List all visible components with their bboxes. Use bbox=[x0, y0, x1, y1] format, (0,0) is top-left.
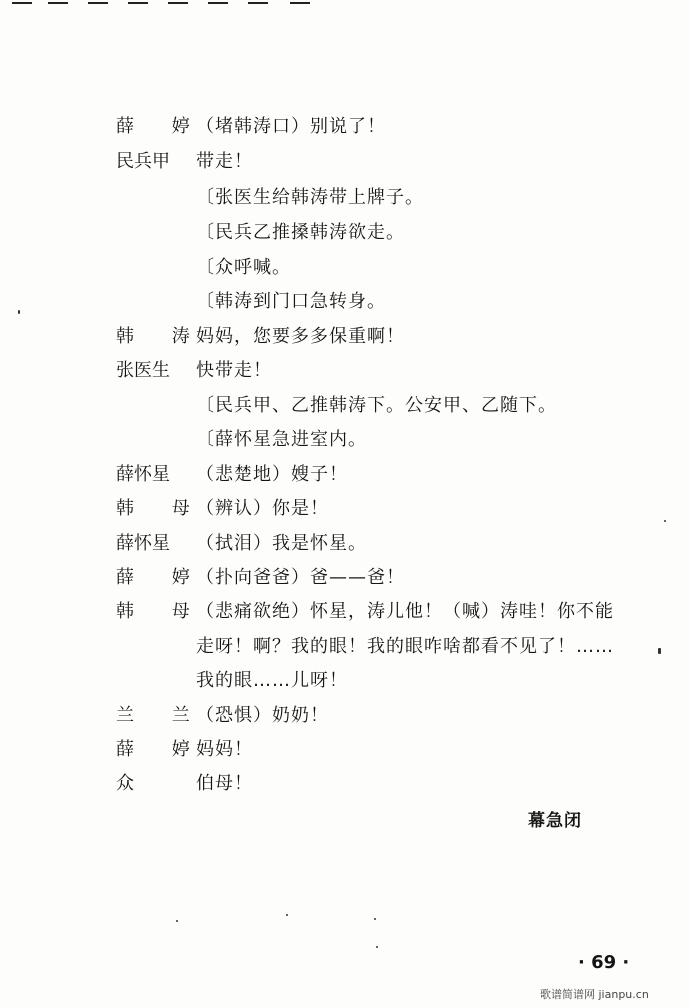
stage-direction: 〔民兵乙推搡韩涛欲走。 bbox=[196, 222, 405, 243]
top-edge-marks bbox=[0, 0, 690, 10]
speaker-name: 薛 婷 bbox=[116, 739, 206, 760]
stage-direction: 〔韩涛到门口急转身。 bbox=[196, 291, 386, 312]
dialogue-line: （恐惧）奶奶！ bbox=[196, 705, 329, 726]
dialogue-line: 妈妈！ bbox=[196, 739, 253, 760]
dialogue-line: （悲痛欲绝）怀星，涛儿他！（喊）涛哇！你不能 bbox=[196, 601, 614, 622]
speaker-name: 众 bbox=[116, 773, 134, 794]
dialogue-line: （辨认）你是！ bbox=[196, 498, 329, 519]
stage-direction: 〔张医生给韩涛带上牌子。 bbox=[196, 187, 424, 208]
stage-direction: 〔民兵甲、乙推韩涛下。公安甲、乙随下。 bbox=[196, 395, 557, 416]
speaker-name: 薛怀星 bbox=[116, 533, 170, 554]
dialogue-line: 快带走！ bbox=[196, 360, 272, 381]
dialogue-line: 走呀！啊？我的眼！我的眼咋啥都看不见了！…… bbox=[196, 636, 614, 657]
speaker-name: 薛 婷 bbox=[116, 116, 206, 137]
dialogue-line: （扑向爸爸）爸——爸！ bbox=[196, 567, 405, 588]
speaker-name: 韩 涛 bbox=[116, 326, 206, 347]
speaker-name: 薛怀星 bbox=[116, 464, 170, 485]
page-number: · 69 · bbox=[578, 952, 630, 973]
dialogue-line: （堵韩涛口）别说了！ bbox=[196, 116, 386, 137]
curtain-direction: 幕急闭 bbox=[528, 811, 582, 831]
speaker-name: 兰 兰 bbox=[116, 705, 206, 726]
watermark: 歌谱简谱网 jianpu.cn bbox=[540, 988, 649, 1001]
stage-direction: 〔众呼喊。 bbox=[196, 257, 291, 278]
stage-direction: 〔薛怀星急进室内。 bbox=[196, 429, 367, 450]
speaker-name: 张医生 bbox=[116, 360, 170, 381]
speaker-name: 韩 母 bbox=[116, 498, 206, 519]
speaker-name: 薛 婷 bbox=[116, 567, 206, 588]
dialogue-line: 伯母！ bbox=[196, 773, 253, 794]
dialogue-line: （悲楚地）嫂子！ bbox=[196, 464, 348, 485]
speaker-name: 韩 母 bbox=[116, 601, 206, 622]
speaker-name: 民兵甲 bbox=[116, 151, 170, 172]
dialogue-line: 带走！ bbox=[196, 151, 253, 172]
dialogue-line: （拭泪）我是怀星。 bbox=[196, 533, 367, 554]
dialogue-line: 我的眼……儿呀！ bbox=[196, 670, 348, 691]
dialogue-line: 妈妈，您要多多保重啊！ bbox=[196, 326, 405, 347]
